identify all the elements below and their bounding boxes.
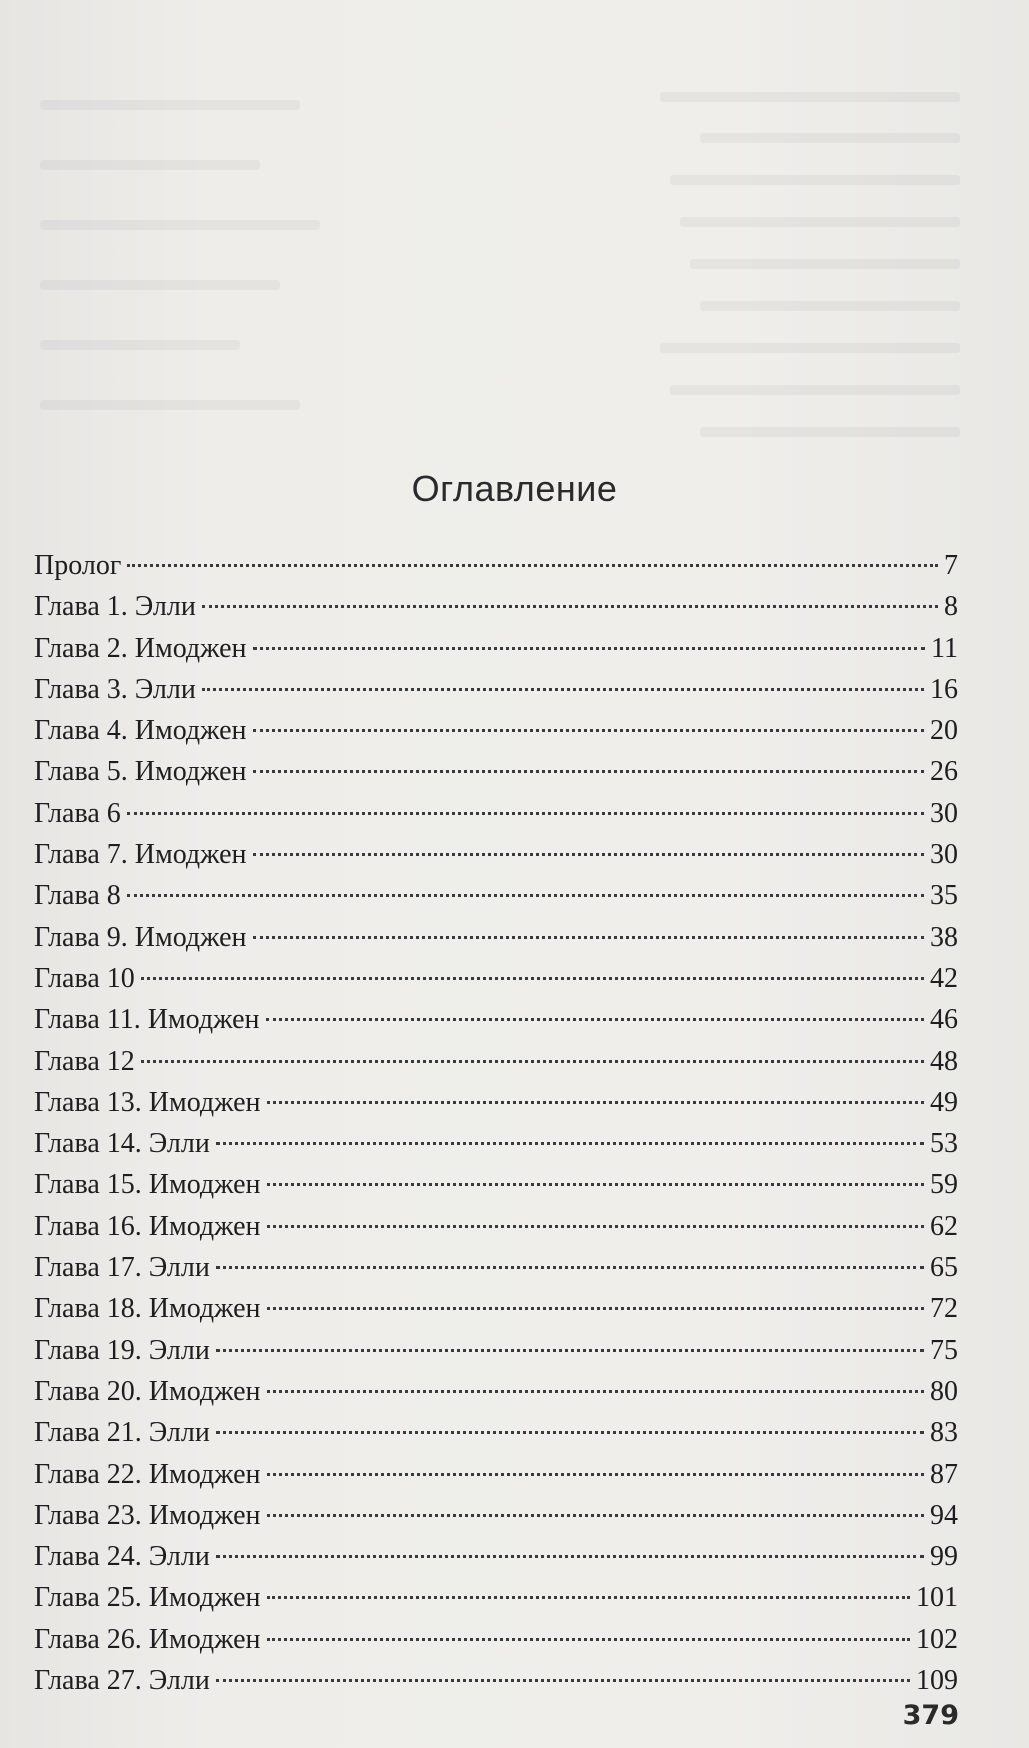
toc-entry-page: 30 [930,797,958,829]
toc-entry-label: Глава 6 [34,797,121,829]
toc-entry-page: 49 [930,1086,958,1118]
toc-entry [34,1536,958,1577]
toc-entry-label: Глава 17. Элли [34,1252,210,1284]
toc-entry-label: Глава 7. Имоджен [34,839,247,871]
toc-entry [34,1577,958,1618]
dot-leader [253,936,924,939]
toc-entry-page: 53 [930,1128,958,1160]
toc-entry-label: Глава 23. Имоджен [34,1499,261,1531]
dot-leader [267,1473,924,1476]
toc-entry [34,1164,958,1205]
toc-list [34,545,958,1701]
toc-entry [34,545,958,586]
toc-entry [34,1371,958,1412]
toc-entry-page: 80 [930,1375,958,1407]
dot-leader [141,1060,924,1063]
dot-leader [253,770,924,773]
toc-entry-label: Глава 14. Элли [34,1128,210,1160]
toc-entry-page: 72 [930,1293,958,1325]
toc-entry-page: 16 [930,673,958,705]
toc-entry [34,1495,958,1536]
toc-entry [34,669,958,710]
toc-entry [34,1330,958,1371]
toc-entry-label: Глава 11. Имоджен [34,1004,260,1036]
dot-leader [266,1018,925,1021]
toc-entry-page: 101 [916,1582,958,1614]
dot-leader [253,647,926,650]
toc-entry-label: Глава 5. Имоджен [34,756,247,788]
toc-entry [34,1454,958,1495]
toc-entry-page: 59 [930,1169,958,1201]
toc-entry [34,1206,958,1247]
toc-entry-label: Глава 18. Имоджен [34,1293,261,1325]
toc-entry-label: Глава 24. Элли [34,1541,210,1573]
toc-entry [34,628,958,669]
toc-entry-page: 26 [930,756,958,788]
page-number: 379 [902,1700,959,1731]
dot-leader [202,605,938,608]
dot-leader [267,1514,924,1517]
toc-entry [34,1123,958,1164]
dot-leader [216,1431,924,1434]
toc-entry [34,793,958,834]
toc-entry-page: 38 [930,921,958,953]
toc-entry-label: Глава 21. Элли [34,1417,210,1449]
toc-entry-page: 35 [930,880,958,912]
dot-leader [267,1596,910,1599]
dot-leader [267,1183,924,1186]
toc-entry-label: Глава 13. Имоджен [34,1086,261,1118]
toc-entry-page: 83 [930,1417,958,1449]
dot-leader [216,1555,924,1558]
toc-entry [34,586,958,627]
toc-entry-page: 11 [931,632,958,664]
toc-entry-page: 46 [930,1004,958,1036]
dot-leader [127,894,924,897]
toc-entry [34,1660,958,1701]
toc-entry-label: Пролог [34,550,122,581]
toc-entry-label: Глава 27. Элли [34,1665,210,1697]
dot-leader [253,853,924,856]
toc-entry-page: 75 [930,1334,958,1366]
toc-entry [34,710,958,751]
dot-leader [267,1307,924,1310]
toc-entry-page: 20 [930,715,958,747]
dot-leader [216,1349,924,1352]
toc-entry [34,917,958,958]
toc-entry [34,751,958,792]
toc-entry-page: 109 [916,1665,958,1697]
toc-entry-label: Глава 25. Имоджен [34,1582,261,1614]
dot-leader [202,688,924,691]
toc-entry-page: 62 [930,1210,958,1242]
toc-entry-label: Глава 22. Имоджен [34,1458,261,1490]
toc-entry-page: 7 [944,550,958,581]
dot-leader [253,729,924,732]
dot-leader [267,1390,924,1393]
dot-leader [216,1142,924,1145]
toc-entry [34,958,958,999]
toc-entry [34,1247,958,1288]
toc-entry-label: Глава 1. Элли [34,591,196,623]
toc-entry-label: Глава 19. Элли [34,1334,210,1366]
toc-entry [34,1412,958,1453]
toc-entry-label: Глава 20. Имоджен [34,1375,261,1407]
toc-entry-label: Глава 2. Имоджен [34,632,247,664]
toc-entry-page: 8 [944,591,958,623]
toc-entry-page: 30 [930,839,958,871]
toc-entry-page: 94 [930,1499,958,1531]
toc-entry-label: Глава 12 [34,1045,135,1077]
toc-entry-page: 99 [930,1541,958,1573]
toc-entry [34,1041,958,1082]
toc-entry-label: Глава 26. Имоджен [34,1623,261,1655]
toc-entry [34,875,958,916]
dot-leader [267,1638,910,1641]
toc-title: Оглавление [411,468,618,509]
toc-entry [34,1288,958,1329]
toc-entry-page: 42 [930,962,958,994]
toc-entry-label: Глава 9. Имоджен [34,921,247,953]
toc-entry-page: 87 [930,1458,958,1490]
toc-entry [34,834,958,875]
dot-leader [127,564,938,567]
toc-entry-page: 102 [916,1623,958,1655]
toc-entry-label: Глава 4. Имоджен [34,715,247,747]
toc-entry [34,1619,958,1660]
toc-entry-page: 48 [930,1045,958,1077]
dot-leader [267,1225,924,1228]
toc-entry-label: Глава 10 [34,962,135,994]
toc-entry-label: Глава 15. Имоджен [34,1169,261,1201]
toc-entry [34,1082,958,1123]
dot-leader [267,1101,924,1104]
dot-leader [141,977,924,980]
toc-entry [34,999,958,1040]
toc-entry-label: Глава 3. Элли [34,673,196,705]
toc-entry-label: Глава 16. Имоджен [34,1210,261,1242]
toc-entry-label: Глава 8 [34,880,121,912]
dot-leader [216,1679,910,1682]
dot-leader [127,812,924,815]
dot-leader [216,1266,924,1269]
toc-entry-page: 65 [930,1252,958,1284]
